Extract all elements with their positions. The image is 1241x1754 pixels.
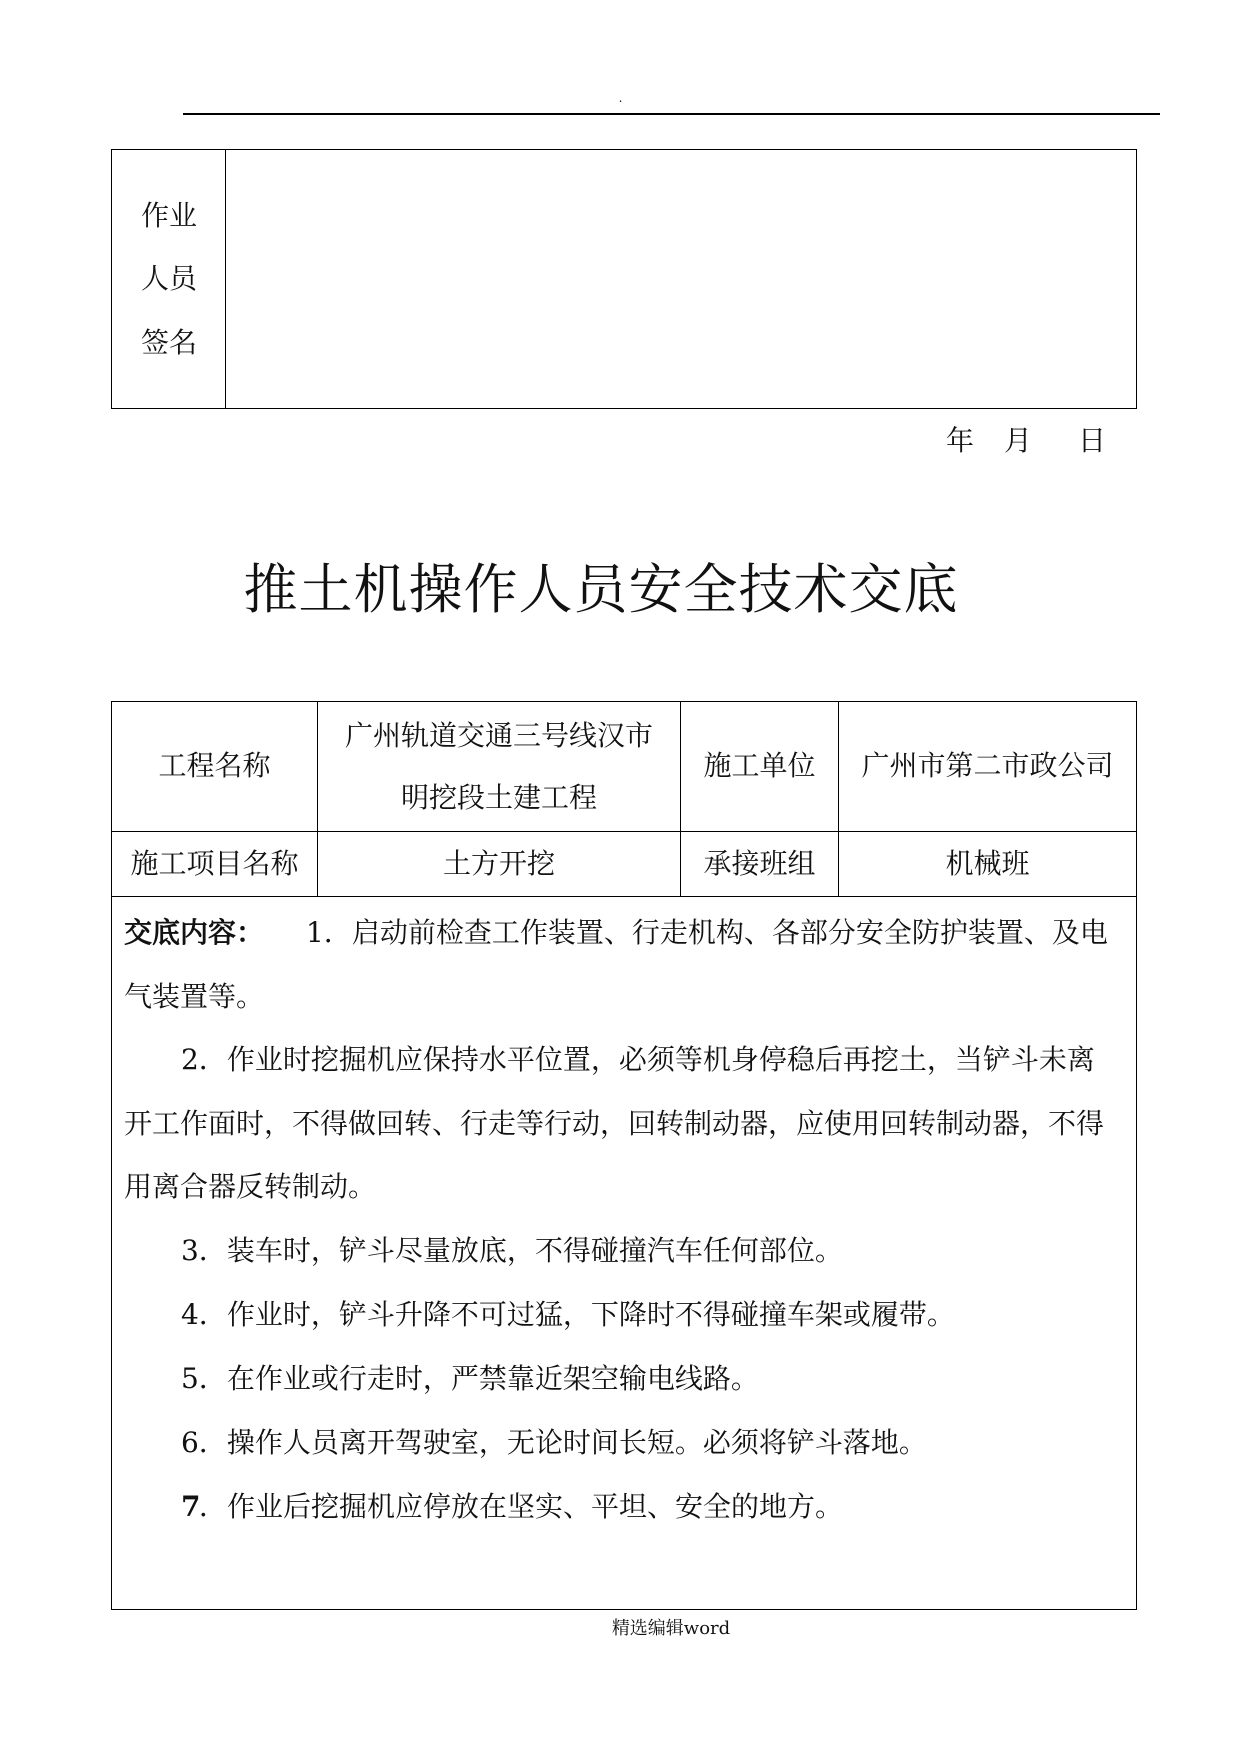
signature-area[interactable]: [226, 150, 1136, 408]
date-month: 月: [1004, 424, 1033, 457]
row-divider-1: [112, 831, 1136, 832]
content-line-8: 5．在作业或行走时，严禁靠近架空输电线路。: [181, 1362, 759, 1395]
row-divider-2: [112, 896, 1136, 897]
unit-label: 施工单位: [703, 749, 816, 782]
item-label: 施工项目名称: [130, 847, 299, 880]
content-line-10-text: ．作业后挖掘机应停放在坚实、平坦、安全的地方。: [199, 1490, 844, 1523]
content-line-1: 1．启动前检查工作装置、行走机构、各部分安全防护装置、及电: [306, 916, 1108, 949]
item-value: 土方开挖: [442, 847, 555, 880]
content-line-4: 开工作面时，不得做回转、行走等行动，回转制动器，应使用回转制动器，不得: [124, 1107, 1105, 1140]
project-label: 工程名称: [158, 749, 271, 782]
signature-label-cell: [112, 150, 226, 408]
signature-label-line-2: 人员: [140, 262, 197, 295]
footer-text: 精选编辑word: [611, 1618, 731, 1639]
project-name-line-2: 明挖段土建工程: [400, 781, 597, 814]
content-line-2: 气装置等。: [124, 980, 265, 1013]
disclosure-table: [111, 701, 1137, 1610]
date-day: 日: [1078, 424, 1107, 457]
content-line-10-number: 7: [181, 1490, 201, 1523]
content-line-3: 2．作业时挖掘机应保持水平位置，必须等机身停稳后再挖土，当铲斗未离: [181, 1043, 1095, 1076]
content-line-6: 3．装车时，铲斗尽量放底，不得碰撞汽车任何部位。: [181, 1234, 843, 1267]
signature-label-line-3: 签名: [140, 326, 197, 359]
unit-value: 广州市第二市政公司: [861, 749, 1114, 782]
team-label: 承接班组: [703, 847, 816, 880]
page-title: 推土机操作人员安全技术交底: [243, 558, 959, 621]
content-heading: 交底内容：: [124, 916, 265, 949]
signature-label-line-1: 作业: [140, 199, 197, 232]
content-line-9: 6．操作人员离开驾驶室，无论时间长短。必须将铲斗落地。: [181, 1426, 927, 1459]
content-line-5: 用离合器反转制动。: [124, 1170, 377, 1203]
project-name-line-1: 广州轨道交通三号线汉市: [344, 719, 653, 752]
header-dot: .: [618, 91, 623, 105]
date-year: 年: [946, 424, 975, 457]
content-line-7: 4．作业时，铲斗升降不可过猛，下降时不得碰撞车架或履带。: [181, 1298, 955, 1331]
header-rule: [183, 113, 1160, 115]
team-value: 机械班: [945, 847, 1030, 880]
signature-table: [111, 149, 1137, 409]
